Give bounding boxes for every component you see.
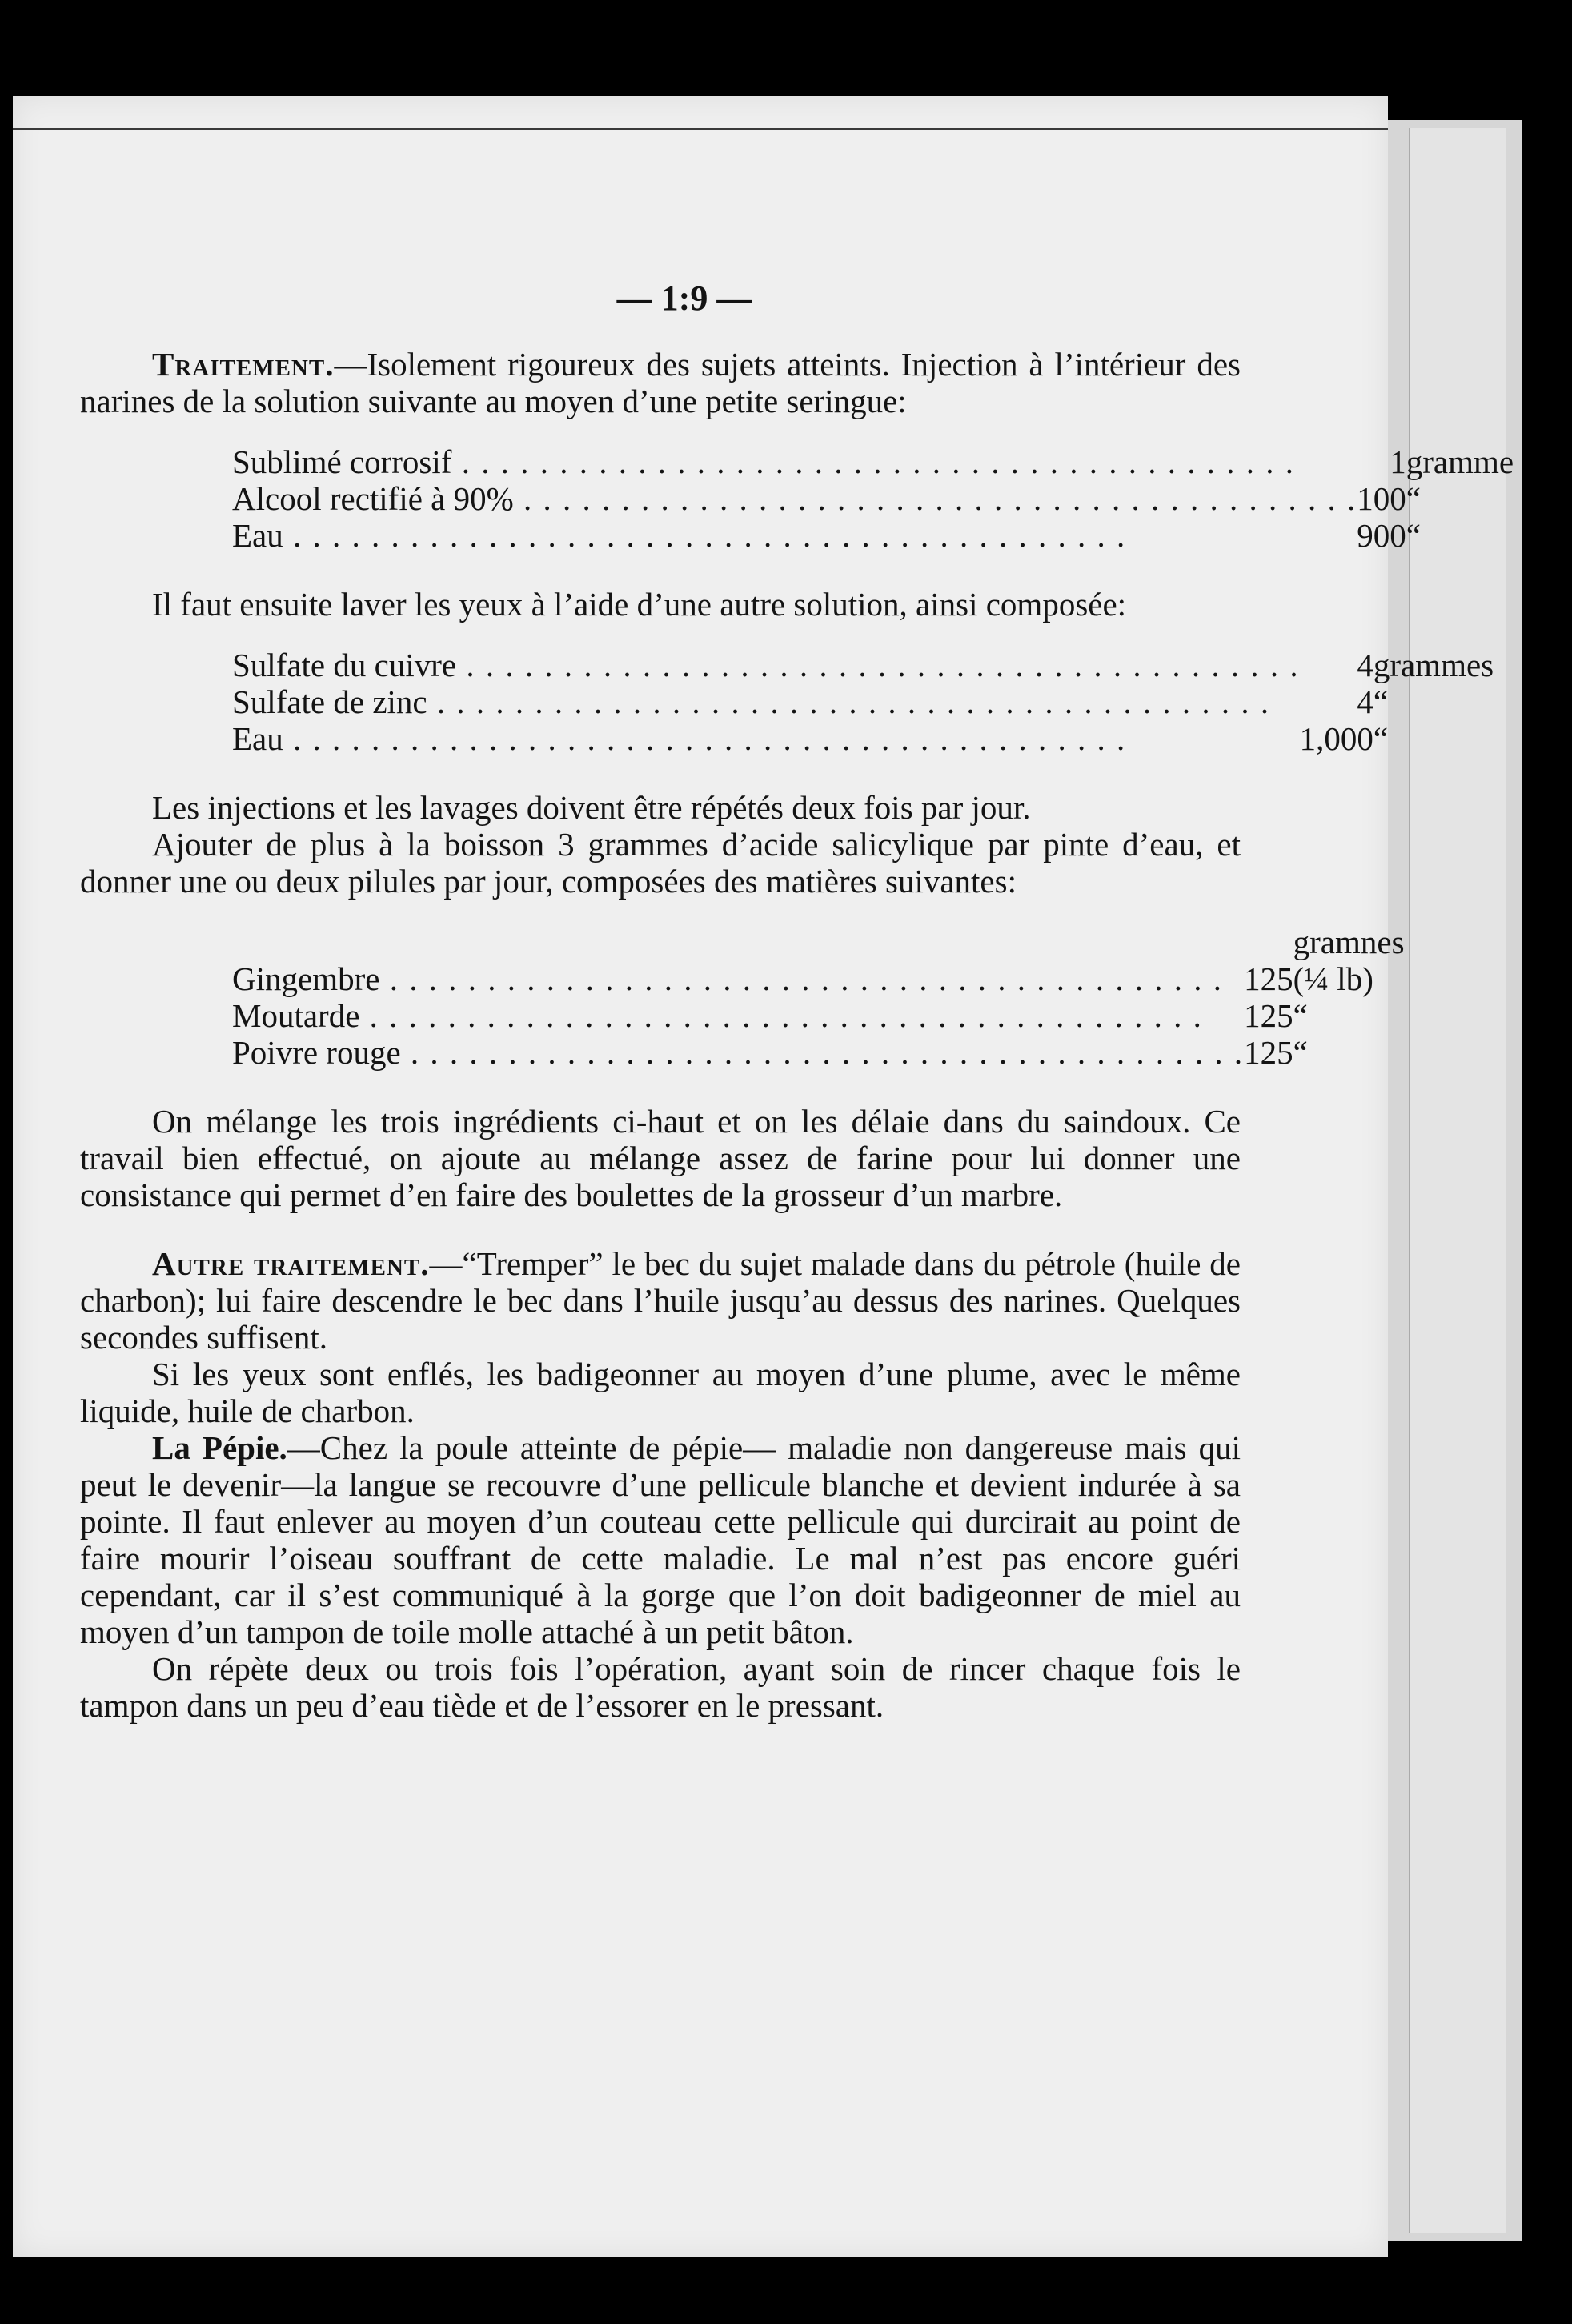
ingredient-name: Gingembre [232, 960, 380, 997]
paragraph-text: —Chez la poule atteinte de pépie— maladie non dangereuse mais qui peut le devenir—la langue se recouvre d’une pellicule blanche et devient indurée à sa pointe. Il faut enlever au moyen d’un couteau cette pellicule qui durcirait au point de faire mourir l’oiseau souffrant de cette maladie. Le mal n’est pas encore guéri cependant, car il s’est communiqué à la gorge que l’on doit badigeonner de miel au moyen d’un tampon de toile molle attaché à un petit bâton. [80, 1429, 1241, 1650]
ingredient-qty: 125 [1244, 997, 1293, 1034]
ingredient-name: Eau [232, 517, 283, 554]
ingredient-qty: 1 [1390, 443, 1406, 480]
ingredient-qty: 4 [1357, 683, 1373, 720]
section-lead: La Pépie. [152, 1429, 287, 1466]
ingredient-unit: “ [1293, 1034, 1308, 1071]
ingredient-qty: 4 [1357, 647, 1373, 683]
ingredient-unit: “ [1293, 997, 1308, 1034]
leader-dots [427, 683, 1271, 720]
ingredient-name: Sulfate du cuivre [232, 647, 457, 683]
ingredient-name: Sulfate de zinc [232, 683, 427, 720]
section-lead: Autre traitement. [152, 1245, 430, 1282]
paragraph-gap [80, 1213, 1241, 1245]
document-page [13, 96, 1514, 2257]
leader-dots [283, 517, 1127, 554]
ingredient-unit: “ [1373, 683, 1389, 720]
ingredient-name: Moutarde [232, 997, 360, 1034]
ingredient-name: Poivre rouge [232, 1034, 401, 1071]
ingredient-qty: 100 [1357, 480, 1406, 517]
paragraph-text: Les injections et les lavages doivent être répétés deux fois par jour. [152, 789, 1031, 826]
ingredient-unit: gramme [1406, 443, 1514, 480]
leader-dots [514, 480, 1357, 517]
ingredient-qty: 125 [1244, 960, 1293, 997]
ingredient-unit: “ [1406, 517, 1421, 554]
ingredient-name: Alcool rectifié à 90% [232, 480, 514, 517]
recipe-row [232, 720, 1494, 757]
ingredient-qty: 1,000 [1299, 720, 1373, 757]
page-content [80, 278, 1514, 1724]
paragraph-text: Si les yeux sont enflés, les badigeonner au moyen d’une plume, avec le même liquide, huile de charbon. [80, 1356, 1241, 1429]
recipe-table-2 [232, 647, 1494, 757]
ingredient-unit: gramnes (¼ lb) [1293, 924, 1405, 997]
recipe-row [232, 480, 1514, 517]
recipe-row [232, 924, 1405, 997]
leader-dots [456, 647, 1300, 683]
recipe-row [232, 1034, 1405, 1071]
recipe-row [232, 647, 1494, 683]
paragraph-text: On mélange les trois ingrédients ci-haut et on les délaie dans du saindoux. Ce travail bien effectué, on ajoute au mélange assez de farine pour lui donner une consistance qui permet d’en faire des boulettes de la grosseur d’un marbre. [80, 1103, 1241, 1213]
paragraph-text: —Isolement rigoureux des sujets atteints. Injection à l’intérieur des narines de la solution suivante au moyen d’une petite seringue: [80, 346, 1241, 419]
ingredient-qty: 125 [1244, 1034, 1293, 1071]
leader-dots [359, 997, 1203, 1034]
ingredient-unit: grammes [1373, 647, 1494, 683]
paragraph-text: —“Tremper” le bec du sujet malade dans du pétrole (huile de charbon); lui faire descendre le bec dans l’huile jusqu’au dessus des narines. Quelques secondes suffisent. [80, 1245, 1241, 1356]
recipe-table-3 [232, 924, 1405, 1071]
paragraph-text: Il faut ensuite laver les yeux à l’aide d’une autre solution, ainsi composée: [152, 586, 1127, 623]
recipe-row [232, 683, 1494, 720]
paragraph-autre-traitement [80, 1245, 1241, 1356]
recipe-row [232, 443, 1514, 480]
paragraph-text: Ajouter de plus à la boisson 3 grammes d’acide salicylique par pinte d’eau, et donner une ou deux pilules par jour, composées des matières suivantes: [80, 826, 1241, 900]
recipe-table-1 [232, 443, 1514, 554]
ingredient-unit: “ [1406, 480, 1421, 517]
leader-dots [379, 960, 1223, 997]
ingredient-qty: 900 [1357, 517, 1406, 554]
paragraph-traitement [80, 346, 1241, 419]
top-rule [13, 128, 1388, 130]
leader-dots [283, 720, 1127, 757]
ingredient-name: Eau [232, 720, 283, 757]
ingredient-name: Sublimé corrosif [232, 443, 452, 480]
paragraph-text: On répète deux ou trois fois l’opération, ayant soin de rincer chaque fois le tampon dans un peu d’eau tiède et de l’essorer en le pressant. [80, 1650, 1241, 1724]
paragraph-la-pepie [80, 1429, 1241, 1650]
leader-dots [401, 1034, 1245, 1071]
recipe-row [232, 997, 1405, 1034]
section-lead: Traitement. [152, 346, 335, 383]
page-number: — 1:9 — [616, 278, 752, 318]
leader-dots [451, 443, 1295, 480]
recipe-row [232, 517, 1514, 554]
ingredient-unit: “ [1373, 720, 1389, 757]
